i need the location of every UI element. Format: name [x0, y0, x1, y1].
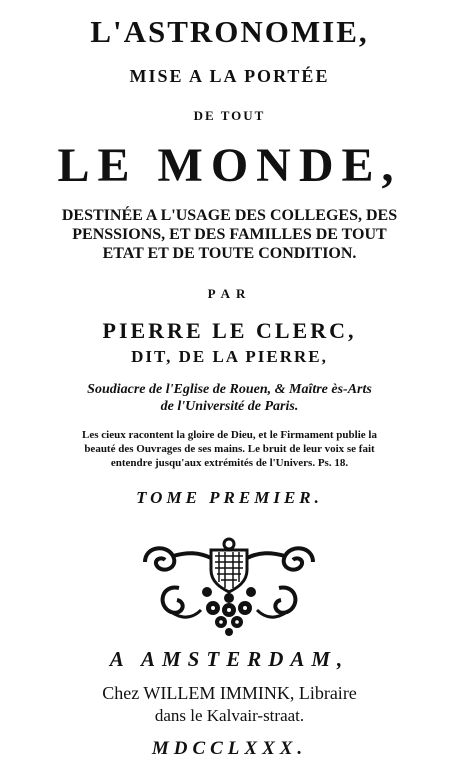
title-line-2: MISE A LA PORTÉE	[129, 66, 330, 86]
author-role-line-1: Soudiacre de l'Eglise de Rouen, & Maître ès-Arts	[87, 382, 372, 397]
author-role	[0, 381, 459, 415]
author-by: PAR	[207, 286, 252, 301]
author-alias: DIT, DE LA PIERRE,	[131, 347, 328, 366]
imprint-city: A AMSTERDAM,	[109, 647, 350, 671]
description-line-3: ETAT ET DE TOUTE CONDITION.	[102, 245, 357, 262]
title-line-1: L'ASTRONOMIE,	[90, 14, 369, 49]
epigraph-line-3: entendre jusqu'aux extrémités de l'Univers. Ps. 18.	[110, 457, 349, 469]
imprint-year: MDCCLXXX.	[151, 738, 308, 759]
imprint-publisher-line-2: dans le Kalvair-straat.	[154, 706, 305, 725]
epigraph-line-1: Les cieux racontent la gloire de Dieu, et le Firmament publie la	[82, 429, 377, 441]
volume-label: TOME PREMIER.	[136, 488, 323, 507]
description-line-2: PENSSIONS, ET DES FAMILLES DE TOUT	[72, 226, 387, 243]
epigraph	[0, 428, 459, 470]
title-line-3: DE TOUT	[193, 108, 266, 123]
printer-ornament-icon	[139, 536, 319, 636]
description	[0, 206, 459, 263]
title-line-4: LE MONDE,	[57, 139, 402, 192]
author-name: PIERRE LE CLERC,	[102, 318, 357, 343]
author-role-line-2: de l'Université de Paris.	[160, 399, 299, 414]
imprint-publisher-line-1: Chez WILLEM IMMINK, Libraire	[102, 683, 357, 703]
description-line-1: DESTINÉE A L'USAGE DES COLLEGES, DES	[61, 207, 398, 224]
epigraph-line-2: beauté des Ouvrages de ses mains. Le bruit de leur voix se fait	[84, 443, 375, 455]
